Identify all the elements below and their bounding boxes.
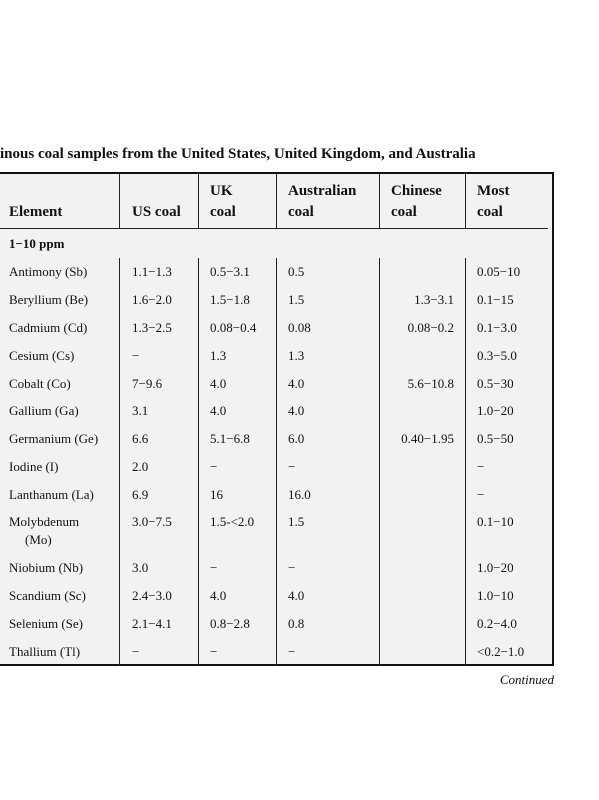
table-cell-australian: 0.08 xyxy=(288,320,311,335)
table-title: inous coal samples from the United States, United Kingdom, and Australia xyxy=(0,146,476,162)
table-cell-chinese: 5.6−10.8 xyxy=(407,376,454,391)
table-cell-uk: 4.0 xyxy=(210,588,227,603)
table-cell-uk: 4.0 xyxy=(210,403,227,418)
table-cell-us: 2.0 xyxy=(132,459,149,474)
table-cell-us: 1.6−2.0 xyxy=(132,292,172,307)
header-most-line1: Most xyxy=(477,183,510,199)
col-divider xyxy=(379,258,380,666)
table-cell-uk: − xyxy=(210,560,218,575)
table-cell-element: Lanthanum (La) xyxy=(9,487,94,502)
table-cell-uk: − xyxy=(210,644,218,659)
table-cell-most: 0.5−30 xyxy=(477,376,514,391)
col-divider xyxy=(276,258,277,666)
table-cell-us: 6.6 xyxy=(132,431,149,446)
table-cell-chinese: 1.3−3.1 xyxy=(414,292,454,307)
header-chinese-line2: coal xyxy=(391,204,417,220)
table-cell-most: 0.2−4.0 xyxy=(477,616,517,631)
table-cell-us: 3.1 xyxy=(132,403,149,418)
table-cell-us: 1.1−1.3 xyxy=(132,264,172,279)
col-divider xyxy=(119,258,120,666)
table-cell-element: Niobium (Nb) xyxy=(9,560,84,575)
col-divider xyxy=(276,174,277,228)
table-cell-australian: 16.0 xyxy=(288,487,311,502)
table-cell-element: Scandium (Sc) xyxy=(9,588,86,603)
table-cell-most: − xyxy=(477,459,485,474)
table-cell-most: − xyxy=(477,487,485,502)
table-cell-most: 1.0−20 xyxy=(477,560,514,575)
table-cell-uk: − xyxy=(210,459,218,474)
table-cell-us: 7−9.6 xyxy=(132,376,163,391)
col-divider xyxy=(198,258,199,666)
table-cell-element: Germanium (Ge) xyxy=(9,431,99,446)
table-cell-australian: 0.5 xyxy=(288,264,305,279)
element-symbol-part: (Mo) xyxy=(25,532,52,547)
header-chinese-line1: Chinese xyxy=(391,183,442,199)
col-divider xyxy=(379,174,380,228)
table-cell-uk: 1.5−1.8 xyxy=(210,292,250,307)
table-cell-element: Beryllium (Be) xyxy=(9,292,89,307)
header-most-line2: coal xyxy=(477,204,503,220)
table-cell-most: 1.0−10 xyxy=(477,588,514,603)
header-uk-line2: coal xyxy=(210,204,236,220)
table-cell-uk: 0.8−2.8 xyxy=(210,616,250,631)
table-cell-us: − xyxy=(132,644,140,659)
table-cell-us: 2.1−4.1 xyxy=(132,616,172,631)
col-divider xyxy=(465,174,466,228)
table-cell-most: <0.2−1.0 xyxy=(477,644,525,659)
table-cell-australian: 0.8 xyxy=(288,616,305,631)
element-name-part: Molybdenum xyxy=(9,514,80,529)
table-cell-australian: − xyxy=(288,459,296,474)
table-cell-uk: 0.5−3.1 xyxy=(210,264,250,279)
header-uk-line1: UK xyxy=(210,183,233,199)
table-cell-element: Antimony (Sb) xyxy=(9,264,88,279)
table-cell-element: Gallium (Ga) xyxy=(9,403,79,418)
table-cell-most: 0.5−50 xyxy=(477,431,514,446)
header-australian-line2: coal xyxy=(288,204,314,220)
table-cell-australian: 1.5 xyxy=(288,292,305,307)
table-cell-us: − xyxy=(132,348,140,363)
table-cell-australian: 6.0 xyxy=(288,431,305,446)
table-cell-australian: 4.0 xyxy=(288,376,305,391)
coal-trace-elements-table xyxy=(0,172,554,666)
table-cell-uk: 1.5-<2.0 xyxy=(210,514,255,529)
table-cell-element: Cesium (Cs) xyxy=(9,348,75,363)
table-cell-australian: 1.3 xyxy=(288,348,305,363)
table-cell-us: 3.0−7.5 xyxy=(132,514,172,529)
table-cell-us: 6.9 xyxy=(132,487,149,502)
table-cell-element: Selenium (Se) xyxy=(9,616,84,631)
table-cell-element: Thallium (Tl) xyxy=(9,644,81,659)
table-cell-element: Iodine (I) xyxy=(9,459,59,474)
table-cell-us: 2.4−3.0 xyxy=(132,588,172,603)
table-cell-most: 0.3−5.0 xyxy=(477,348,517,363)
header-us-coal: US coal xyxy=(132,204,181,220)
table-cell-uk: 16 xyxy=(210,487,223,502)
header-australian-line1: Australian xyxy=(288,183,357,199)
table-cell-element: Cobalt (Co) xyxy=(9,376,71,391)
table-cell-most: 0.1−10 xyxy=(477,514,514,529)
col-divider xyxy=(465,258,466,666)
table-cell-uk: 1.3 xyxy=(210,348,227,363)
table-cell-most: 0.1−15 xyxy=(477,292,514,307)
continued-note: Continued xyxy=(499,672,554,687)
table-cell-most: 1.0−20 xyxy=(477,403,514,418)
table-cell-australian: 4.0 xyxy=(288,588,305,603)
table-cell-chinese: 0.08−0.2 xyxy=(407,320,454,335)
table-cell-us: 1.3−2.5 xyxy=(132,320,172,335)
table-cell-most: 0.1−3.0 xyxy=(477,320,517,335)
table-cell-australian: 4.0 xyxy=(288,403,305,418)
table-cell-australian: − xyxy=(288,560,296,575)
section-label: 1−10 ppm xyxy=(9,236,65,251)
header-element: Element xyxy=(9,204,63,220)
table-cell-uk: 0.08−0.4 xyxy=(210,320,257,335)
col-divider xyxy=(119,174,120,228)
table-cell-element xyxy=(9,513,104,549)
table-cell-uk: 5.1−6.8 xyxy=(210,431,250,446)
table-cell-most: 0.05−10 xyxy=(477,264,521,279)
table-cell-element: Cadmium (Cd) xyxy=(9,320,88,335)
table-cell-australian: 1.5 xyxy=(288,514,305,529)
table-cell-us: 3.0 xyxy=(132,560,149,575)
table-cell-australian: − xyxy=(288,644,296,659)
table-cell-chinese: 0.40−1.95 xyxy=(401,431,454,446)
col-divider xyxy=(198,174,199,228)
header-rule xyxy=(0,228,548,229)
table-cell-uk: 4.0 xyxy=(210,376,227,391)
